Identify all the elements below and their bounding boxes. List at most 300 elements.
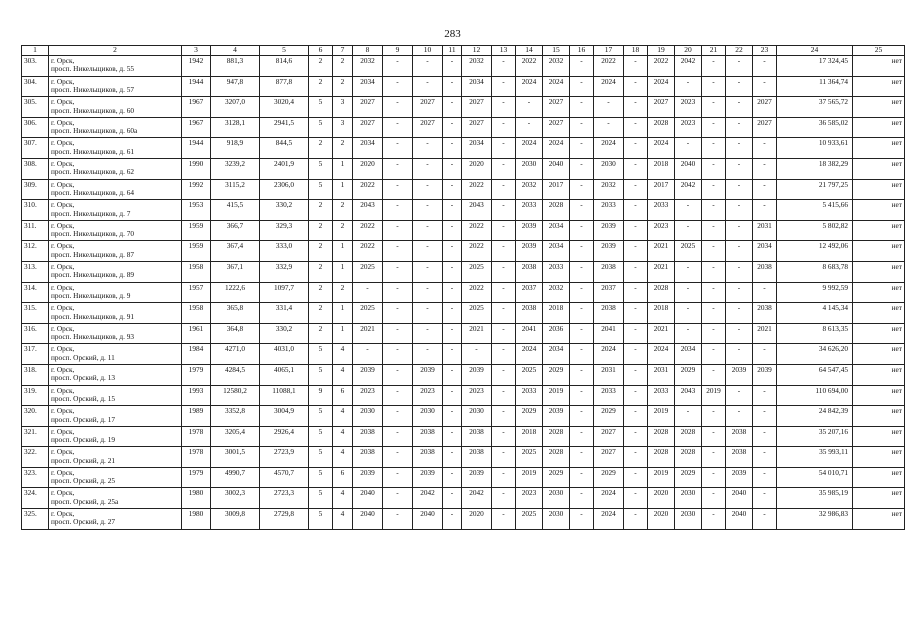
data-cell: 2023 <box>516 488 543 509</box>
data-cell: 2034 <box>462 76 492 97</box>
data-cell: 2028 <box>675 426 702 447</box>
data-cell: - <box>383 385 413 406</box>
table-row <box>22 467 905 488</box>
data-cell: 2021 <box>648 323 675 344</box>
status-cell: нет <box>853 282 905 303</box>
data-cell: 1989 <box>182 406 211 427</box>
data-cell: 2039 <box>353 364 383 385</box>
row-number: 320. <box>22 406 49 427</box>
data-cell: - <box>624 76 648 97</box>
data-cell: - <box>492 220 516 241</box>
data-cell: 2020 <box>462 158 492 179</box>
data-cell: 2029 <box>516 406 543 427</box>
data-cell: - <box>462 344 492 365</box>
address-cell <box>49 467 182 488</box>
cost-cell: 18 382,29 <box>777 158 853 179</box>
data-cell: - <box>702 200 726 221</box>
data-cell: - <box>726 179 753 200</box>
table-row <box>22 97 905 118</box>
data-cell: - <box>624 200 648 221</box>
data-cell: - <box>702 220 726 241</box>
data-cell: - <box>702 117 726 138</box>
data-cell: - <box>702 282 726 303</box>
data-cell: - <box>702 56 726 77</box>
data-cell: 2032 <box>543 56 570 77</box>
data-cell: 2023 <box>462 385 492 406</box>
column-header: 9 <box>383 46 413 56</box>
data-cell: 2033 <box>594 200 624 221</box>
data-cell: 2025 <box>462 261 492 282</box>
data-cell: - <box>570 364 594 385</box>
table-row <box>22 179 905 200</box>
status-cell: нет <box>853 488 905 509</box>
data-cell: - <box>443 426 462 447</box>
data-cell: - <box>624 364 648 385</box>
data-cell: 2030 <box>543 509 570 530</box>
data-cell: - <box>702 261 726 282</box>
data-cell: - <box>492 261 516 282</box>
data-cell: - <box>413 220 443 241</box>
data-cell: 3 <box>333 97 353 118</box>
data-cell: - <box>726 323 753 344</box>
data-cell: - <box>492 56 516 77</box>
data-cell: - <box>675 282 702 303</box>
data-cell: 2025 <box>353 261 383 282</box>
cost-cell: 110 694,00 <box>777 385 853 406</box>
column-header: 3 <box>182 46 211 56</box>
column-header: 24 <box>777 46 853 56</box>
data-cell: 2028 <box>648 282 675 303</box>
table-row <box>22 200 905 221</box>
data-cell: - <box>492 76 516 97</box>
data-cell: - <box>492 241 516 262</box>
column-header: 17 <box>594 46 624 56</box>
data-cell: 2022 <box>353 241 383 262</box>
column-header: 7 <box>333 46 353 56</box>
data-cell: 4065,1 <box>260 364 309 385</box>
data-cell: 2022 <box>516 56 543 77</box>
cost-cell: 24 842,39 <box>777 406 853 427</box>
data-cell: 2024 <box>516 138 543 159</box>
data-cell: - <box>570 488 594 509</box>
data-cell: 2033 <box>516 385 543 406</box>
data-cell: 1097,7 <box>260 282 309 303</box>
data-cell: - <box>443 488 462 509</box>
data-cell: 2017 <box>648 179 675 200</box>
data-cell: 3205,4 <box>211 426 260 447</box>
data-cell: - <box>753 426 777 447</box>
address-city: г. Орск, <box>51 344 75 354</box>
data-cell: 2043 <box>353 200 383 221</box>
data-cell: 2023 <box>675 117 702 138</box>
address-cell <box>49 158 182 179</box>
address-city: г. Орск, <box>51 467 75 477</box>
data-cell: 366,7 <box>211 220 260 241</box>
data-cell: 2027 <box>753 97 777 118</box>
address-street: просп. Никельщиков, д. 7 <box>51 208 131 218</box>
data-cell: 1961 <box>182 323 211 344</box>
data-cell: 2021 <box>648 241 675 262</box>
data-cell: - <box>570 158 594 179</box>
data-cell: - <box>726 220 753 241</box>
data-cell: - <box>353 344 383 365</box>
data-cell: 2020 <box>462 509 492 530</box>
data-cell: 918,9 <box>211 138 260 159</box>
data-cell: 2022 <box>462 241 492 262</box>
status-cell: нет <box>853 76 905 97</box>
column-header: 4 <box>211 46 260 56</box>
data-cell: - <box>726 158 753 179</box>
data-cell: - <box>702 138 726 159</box>
data-cell: 2033 <box>648 200 675 221</box>
data-cell: 3115,2 <box>211 179 260 200</box>
data-cell: 3239,2 <box>211 158 260 179</box>
data-cell: - <box>702 97 726 118</box>
data-cell: 5 <box>309 158 333 179</box>
data-cell: 1958 <box>182 261 211 282</box>
data-cell: 2030 <box>516 158 543 179</box>
data-cell: - <box>570 282 594 303</box>
data-cell: 2926,4 <box>260 426 309 447</box>
address-street: просп. Никельщиков, д. 57 <box>51 85 135 94</box>
data-cell: - <box>726 56 753 77</box>
address-cell <box>49 97 182 118</box>
data-cell: 2041 <box>516 323 543 344</box>
data-cell: 2029 <box>675 467 702 488</box>
data-cell: - <box>492 406 516 427</box>
table-row <box>22 509 905 530</box>
data-cell: - <box>624 426 648 447</box>
data-cell: 2038 <box>753 261 777 282</box>
column-header: 25 <box>853 46 905 56</box>
data-cell: - <box>570 241 594 262</box>
data-cell: 2027 <box>353 117 383 138</box>
data-cell: 4031,0 <box>260 344 309 365</box>
status-cell: нет <box>853 303 905 324</box>
data-cell: 2723,3 <box>260 488 309 509</box>
data-cell: 2020 <box>648 488 675 509</box>
data-cell: - <box>753 56 777 77</box>
data-cell: - <box>624 344 648 365</box>
address-city: г. Орск, <box>51 488 75 498</box>
data-cell: 2034 <box>753 241 777 262</box>
table-row <box>22 426 905 447</box>
data-cell: 2022 <box>462 282 492 303</box>
data-cell: 329,3 <box>260 220 309 241</box>
data-cell: - <box>492 426 516 447</box>
data-cell: 2023 <box>675 97 702 118</box>
data-cell: - <box>726 385 753 406</box>
data-cell: - <box>443 282 462 303</box>
data-cell: 2024 <box>648 138 675 159</box>
table-row <box>22 323 905 344</box>
data-cell: 2039 <box>594 241 624 262</box>
data-cell: 2019 <box>702 385 726 406</box>
data-cell: 1993 <box>182 385 211 406</box>
data-cell: - <box>570 447 594 468</box>
data-cell: 1 <box>333 261 353 282</box>
data-cell: 2024 <box>648 76 675 97</box>
address-cell <box>49 447 182 468</box>
data-cell: - <box>624 385 648 406</box>
data-cell: 2024 <box>594 76 624 97</box>
data-cell: - <box>516 117 543 138</box>
data-cell: 2023 <box>353 385 383 406</box>
address-cell <box>49 261 182 282</box>
data-cell: - <box>383 200 413 221</box>
address-cell <box>49 282 182 303</box>
data-cell: - <box>353 282 383 303</box>
data-cell: 2030 <box>594 158 624 179</box>
data-cell: 2022 <box>462 179 492 200</box>
data-cell: - <box>570 344 594 365</box>
data-cell: 2029 <box>594 467 624 488</box>
address-city: г. Орск, <box>51 303 75 313</box>
data-cell: - <box>753 76 777 97</box>
address-city: г. Орск, <box>51 200 75 210</box>
data-cell: 2 <box>309 200 333 221</box>
address-cell <box>49 344 182 365</box>
data-cell: 2 <box>333 138 353 159</box>
data-cell: 2033 <box>594 385 624 406</box>
data-cell: - <box>570 323 594 344</box>
data-cell: 2025 <box>675 241 702 262</box>
data-cell: 3207,0 <box>211 97 260 118</box>
data-cell: 2029 <box>543 467 570 488</box>
data-cell: - <box>570 97 594 118</box>
address-street: просп. Никельщиков, д. 55 <box>51 64 135 74</box>
data-cell: - <box>443 467 462 488</box>
data-cell: - <box>413 261 443 282</box>
data-cell: 2038 <box>516 303 543 324</box>
data-cell: - <box>570 261 594 282</box>
address-street: просп. Орский, д. 21 <box>51 455 115 465</box>
data-cell: 2042 <box>675 179 702 200</box>
data-cell: - <box>624 117 648 138</box>
data-cell: 2032 <box>543 282 570 303</box>
data-cell: 2030 <box>413 406 443 427</box>
data-cell: 2039 <box>413 364 443 385</box>
data-cell: - <box>675 323 702 344</box>
data-cell: - <box>753 406 777 427</box>
status-cell: нет <box>853 467 905 488</box>
row-number: 321. <box>22 426 49 447</box>
data-cell: 2024 <box>594 509 624 530</box>
address-cell <box>49 488 182 509</box>
data-cell: - <box>570 467 594 488</box>
data-cell: 2020 <box>648 509 675 530</box>
row-number: 310. <box>22 200 49 221</box>
data-cell: - <box>702 509 726 530</box>
data-cell: - <box>753 344 777 365</box>
data-cell: 2021 <box>753 323 777 344</box>
data-cell: 2033 <box>516 200 543 221</box>
data-cell: 2039 <box>516 220 543 241</box>
address-city: г. Орск, <box>51 117 75 127</box>
data-cell: - <box>492 509 516 530</box>
address-city: г. Орск, <box>51 509 75 519</box>
data-cell: - <box>383 97 413 118</box>
data-cell: 2034 <box>462 138 492 159</box>
data-cell: - <box>624 97 648 118</box>
data-cell: 2027 <box>413 117 443 138</box>
address-city: г. Орск, <box>51 282 75 292</box>
row-number: 317. <box>22 344 49 365</box>
data-cell: - <box>443 200 462 221</box>
data-cell: - <box>570 220 594 241</box>
row-number: 319. <box>22 385 49 406</box>
data-cell: 947,8 <box>211 76 260 97</box>
data-cell: 332,9 <box>260 261 309 282</box>
data-cell: 415,5 <box>211 200 260 221</box>
column-header: 11 <box>443 46 462 56</box>
data-cell: - <box>702 179 726 200</box>
data-cell: 3009,8 <box>211 509 260 530</box>
address-city: г. Орск, <box>51 364 75 374</box>
data-cell: - <box>443 97 462 118</box>
data-cell: 2017 <box>543 179 570 200</box>
data-cell: 2034 <box>543 241 570 262</box>
address-city: г. Орск, <box>51 406 75 416</box>
data-cell: - <box>570 303 594 324</box>
data-cell: 1967 <box>182 97 211 118</box>
data-cell: 2027 <box>413 97 443 118</box>
data-cell: 1967 <box>182 117 211 138</box>
data-cell: 2030 <box>675 509 702 530</box>
data-cell: 2033 <box>543 261 570 282</box>
data-cell: 2 <box>309 241 333 262</box>
status-cell: нет <box>853 447 905 468</box>
data-cell: 2027 <box>594 426 624 447</box>
data-cell: 2021 <box>353 323 383 344</box>
data-cell: 2025 <box>462 303 492 324</box>
column-header: 6 <box>309 46 333 56</box>
data-cell: 2 <box>309 76 333 97</box>
data-cell: - <box>753 447 777 468</box>
data-cell: 2 <box>309 138 333 159</box>
data-cell: - <box>492 179 516 200</box>
table-row <box>22 406 905 427</box>
address-street: просп. Орский, д. 11 <box>51 352 115 362</box>
data-cell: - <box>383 241 413 262</box>
data-cell: 1978 <box>182 426 211 447</box>
data-cell: - <box>413 179 443 200</box>
data-cell: 1980 <box>182 488 211 509</box>
address-street: просп. Орский, д. 27 <box>51 517 115 527</box>
cost-cell: 12 492,06 <box>777 241 853 262</box>
data-cell: 2039 <box>353 467 383 488</box>
data-cell: - <box>675 406 702 427</box>
table-row <box>22 56 905 77</box>
cost-cell: 9 992,59 <box>777 282 853 303</box>
data-cell: - <box>383 261 413 282</box>
data-cell: 3 <box>333 117 353 138</box>
data-cell: 2030 <box>462 406 492 427</box>
address-cell <box>49 117 182 138</box>
data-cell: - <box>383 364 413 385</box>
data-cell: 367,4 <box>211 241 260 262</box>
data-cell: 2040 <box>353 509 383 530</box>
data-cell: - <box>702 158 726 179</box>
data-cell: 2039 <box>753 364 777 385</box>
cost-cell: 34 626,20 <box>777 344 853 365</box>
data-cell: - <box>443 179 462 200</box>
data-cell: 2031 <box>648 364 675 385</box>
address-cell <box>49 76 182 97</box>
data-cell: 2022 <box>353 179 383 200</box>
table-row <box>22 364 905 385</box>
data-cell: 5 <box>309 488 333 509</box>
data-cell: - <box>443 447 462 468</box>
data-cell: - <box>492 303 516 324</box>
data-cell: 2022 <box>462 220 492 241</box>
table-row <box>22 303 905 324</box>
table-row <box>22 447 905 468</box>
data-cell: - <box>624 406 648 427</box>
data-cell: - <box>753 488 777 509</box>
data-cell: 331,4 <box>260 303 309 324</box>
status-cell: нет <box>853 200 905 221</box>
row-number: 305. <box>22 97 49 118</box>
address-city: г. Орск, <box>51 97 75 107</box>
data-cell: 3002,3 <box>211 488 260 509</box>
data-cell: 2027 <box>753 117 777 138</box>
data-cell: 1 <box>333 303 353 324</box>
data-cell: - <box>383 488 413 509</box>
data-cell: 2043 <box>462 200 492 221</box>
data-cell: - <box>702 303 726 324</box>
data-cell: - <box>753 509 777 530</box>
status-cell: нет <box>853 241 905 262</box>
cost-cell: 10 933,61 <box>777 138 853 159</box>
data-cell: - <box>753 282 777 303</box>
data-cell: - <box>492 323 516 344</box>
status-cell: нет <box>853 179 905 200</box>
data-cell: - <box>726 138 753 159</box>
data-cell: - <box>492 467 516 488</box>
data-cell: 2039 <box>462 467 492 488</box>
data-cell: - <box>726 97 753 118</box>
cost-cell: 35 985,19 <box>777 488 853 509</box>
data-cell: - <box>570 406 594 427</box>
data-cell: 881,3 <box>211 56 260 77</box>
data-cell: 4 <box>333 406 353 427</box>
data-cell: 2027 <box>594 447 624 468</box>
data-cell: - <box>675 303 702 324</box>
data-cell: - <box>383 467 413 488</box>
data-cell: 2037 <box>516 282 543 303</box>
data-cell: - <box>753 200 777 221</box>
data-cell: 2028 <box>675 447 702 468</box>
data-cell: 2021 <box>462 323 492 344</box>
data-cell: 5 <box>309 426 333 447</box>
data-cell: - <box>383 179 413 200</box>
data-cell: - <box>383 56 413 77</box>
data-cell: - <box>675 261 702 282</box>
column-header: 23 <box>753 46 777 56</box>
data-cell: - <box>726 76 753 97</box>
data-cell: 1942 <box>182 56 211 77</box>
data-cell: 2306,0 <box>260 179 309 200</box>
data-cell: 2023 <box>648 220 675 241</box>
data-cell: - <box>383 426 413 447</box>
data-cell: 2024 <box>594 488 624 509</box>
data-cell: - <box>570 426 594 447</box>
data-cell: - <box>492 364 516 385</box>
address-city: г. Орск, <box>51 220 75 230</box>
data-cell: - <box>492 200 516 221</box>
data-cell: - <box>492 488 516 509</box>
